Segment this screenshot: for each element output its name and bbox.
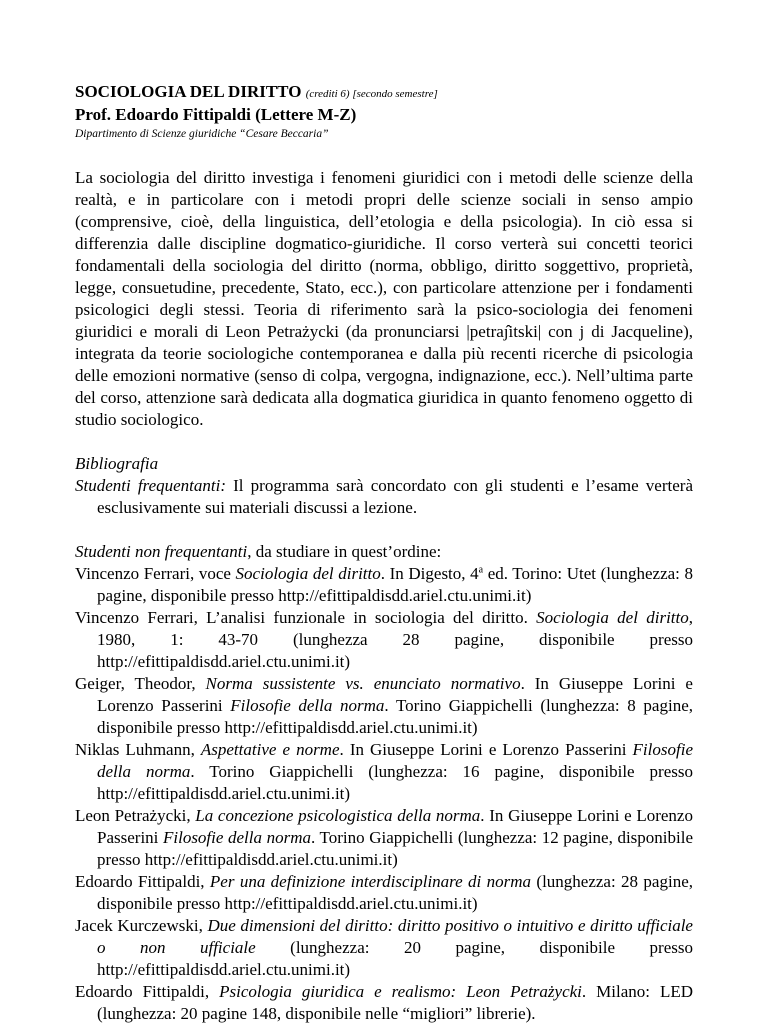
nonfrequent-students-label: Studenti non frequentanti	[75, 542, 248, 561]
entry-text: . In Digesto, 4	[380, 564, 479, 583]
bibliography-entry	[75, 871, 693, 915]
bibliography-list	[75, 563, 693, 1025]
entry-title: Aspettative e norme	[200, 740, 340, 759]
frequent-students-paragraph	[75, 475, 693, 519]
entry-text: Vincenzo Ferrari, voce	[75, 564, 236, 583]
nonfrequent-students-text: , da studiare in quest’ordine:	[247, 542, 442, 561]
bibliography-entry	[75, 563, 693, 607]
course-title-line	[75, 82, 693, 104]
course-title: SOCIOLOGIA DEL DIRITTO	[75, 82, 302, 101]
bibliography-heading: Bibliografia	[75, 454, 159, 473]
entry-title: Per una definizione interdisciplinare di norma	[209, 872, 532, 891]
bibliography-entry	[75, 673, 693, 739]
entry-text: . In Giuseppe Lorini e Lorenzo Passerini	[97, 806, 693, 847]
entry-text: Edoardo Fittipaldi,	[75, 982, 220, 1001]
course-description: La sociologia del diritto investiga i fenomeni giuridici con i metodi delle scienze della realtà, e in particolare con i metodi propri delle scienze sociali in senso ampio (comprensive, cioè, della linguistica, dell’etologia e della psicologia). In ciò essa si differenzia dalle discipline dogmatico-giuridiche. Il corso verterà sui concetti teorici fondamentali della sociologia del diritto (norma, obbligo, diritto soggettivo, proprietà, legge, consuetudine, precedente, Stato, ecc.), con particolare attenzione per i fondamenti psicologici degli stessi. Teoria di riferimento sarà la psico-sociologia dei fenomeni giuridici e morali di Leon Petrażycki (da pronunciarsi |petraȷ̂itski| con j di Jacqueline), integrata da teorie sociologiche contemporanea e dalla più recenti ricerche di psicologia delle emozioni normative (senso di colpa, vergogna, indignazione, ecc.). Nell’ultima parte del corso, attenzione sarà dedicata alla dogmatica giuridica in quanto fenomeno oggetto di studio sociologico.	[75, 168, 693, 429]
bibliography-entry	[75, 981, 693, 1025]
entry-text: . Torino Giappichelli (lunghezza: 12 pagine, disponibile presso http://efittipaldisdd.ariel.ctu.unimi.it)	[97, 828, 694, 869]
entry-text: Jacek Kurczewski,	[75, 916, 208, 935]
entry-superscript: a	[478, 564, 484, 576]
nonfrequent-students-heading	[75, 541, 693, 563]
entry-text: Niklas Luhmann,	[75, 740, 201, 759]
frequent-students-label: Studenti frequentanti:	[75, 476, 226, 495]
entry-text: Geiger, Theodor,	[75, 674, 206, 693]
entry-title: Sociologia del diritto	[536, 608, 689, 627]
entry-title: La concezione psicologistica della norma	[195, 806, 481, 825]
entry-text: , 1980, 1: 43-70 (lunghezza 28 pagine, disponibile presso http://efittipaldisdd.ariel.ctu.unimi.it)	[97, 608, 693, 671]
entry-book-title: Filosofie della norma	[162, 828, 311, 847]
bibliography-entry	[75, 739, 693, 805]
bibliography-entry	[75, 915, 693, 981]
entry-title: Sociologia del diritto	[235, 564, 381, 583]
entry-text: Vincenzo Ferrari, L’analisi funzionale in sociologia del diritto.	[75, 608, 537, 627]
entry-text: . Torino Giappichelli (lunghezza: 8 pagine, disponibile presso http://efittipaldisdd.ariel.ctu.unimi.it)	[97, 696, 693, 737]
entry-text: (lunghezza: 28 pagine, disponibile presso http://efittipaldisdd.ariel.ctu.unimi.it)	[97, 872, 693, 913]
entry-text: . In Giuseppe Lorini e Lorenzo Passerini	[339, 740, 633, 759]
department-name: Dipartimento di Scienze giuridiche “Cesare Beccaria”	[75, 128, 329, 140]
entry-text: . Torino Giappichelli (lunghezza: 16 pagine, disponibile presso http://efittipaldisdd.ariel.ctu.unimi.it)	[97, 762, 693, 803]
entry-text: . In Giuseppe Lorini e Lorenzo Passerini	[97, 674, 693, 715]
entry-text: . Milano: LED (lunghezza: 20 pagine 148, disponibile nelle “migliori” librerie).	[97, 982, 693, 1023]
entry-book-title: Filosofie della norma	[97, 740, 693, 781]
professor-name: Prof. Edoardo Fittipaldi (Lettere M-Z)	[75, 105, 357, 124]
bibliography-entry	[75, 607, 693, 673]
bibliography-entry	[75, 805, 693, 871]
entry-text: ed. Torino: Utet (lunghezza: 8 pagine, disponibile presso http://efittipaldisdd.ariel.ctu.unimi.it)	[97, 564, 693, 605]
frequent-students-text: Il programma sarà concordato con gli studenti e l’esame verterà esclusivamente sui materiali discussi a lezione.	[97, 476, 693, 517]
entry-text: (lunghezza: 20 pagine, disponibile presso http://efittipaldisdd.ariel.ctu.unimi.it)	[97, 938, 693, 979]
entry-title: Norma sussistente vs. enunciato normativo	[205, 674, 521, 693]
entry-text: Edoardo Fittipaldi,	[75, 872, 210, 891]
entry-title: Psicologia giuridica e realismo: Leon Petrażycki	[219, 982, 582, 1001]
entry-title: Due dimensioni del diritto: diritto positivo o intuitivo e diritto ufficiale o non ufficiale	[97, 916, 693, 957]
entry-book-title: Filosofie della norma	[230, 696, 385, 715]
course-meta: (crediti 6) [secondo semestre]	[305, 88, 438, 100]
entry-text: Leon Petrażycki,	[75, 806, 196, 825]
